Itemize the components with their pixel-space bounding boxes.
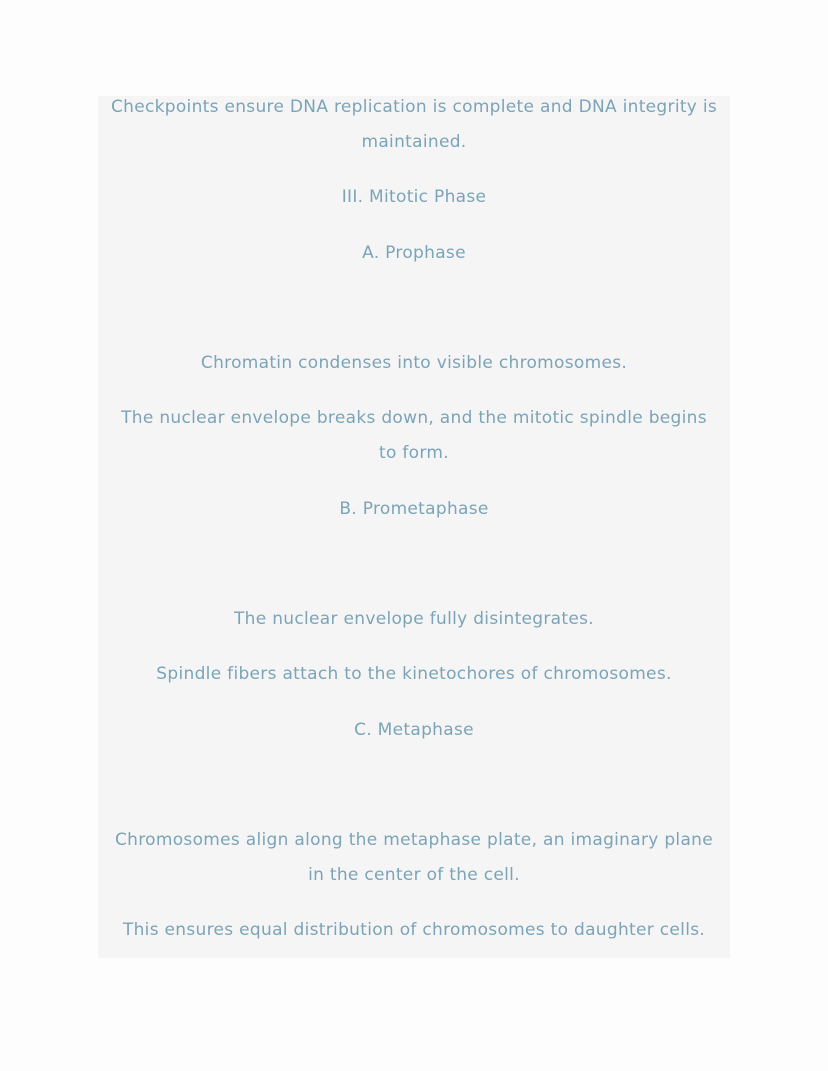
paragraph-line: in the center of the cell.: [308, 865, 520, 885]
paragraph-line: Chromatin condenses into visible chromosomes.: [200, 353, 628, 373]
paragraph-line: This ensures equal distribution of chromosomes to daughter cells.: [122, 920, 706, 940]
paragraph-line: The nuclear envelope breaks down, and the mitotic spindle begins: [121, 408, 707, 428]
paragraph-line: Checkpoints ensure DNA replication is complete and DNA integrity is: [110, 97, 718, 117]
paragraph-line: The nuclear envelope fully disintegrates.: [234, 609, 594, 629]
paragraph-line: maintained.: [361, 132, 467, 152]
paragraph-line: Spindle fibers attach to the kinetochores of chromosomes.: [156, 664, 672, 684]
paragraph-line: Chromosomes align along the metaphase plate, an imaginary plane: [115, 830, 713, 850]
section-heading: III. Mitotic Phase: [341, 187, 487, 207]
subsection-heading: B. Prometaphase: [339, 499, 489, 519]
paragraph-line: to form.: [379, 443, 449, 463]
subsection-heading: C. Metaphase: [354, 720, 474, 740]
subsection-heading: A. Prophase: [362, 243, 466, 263]
